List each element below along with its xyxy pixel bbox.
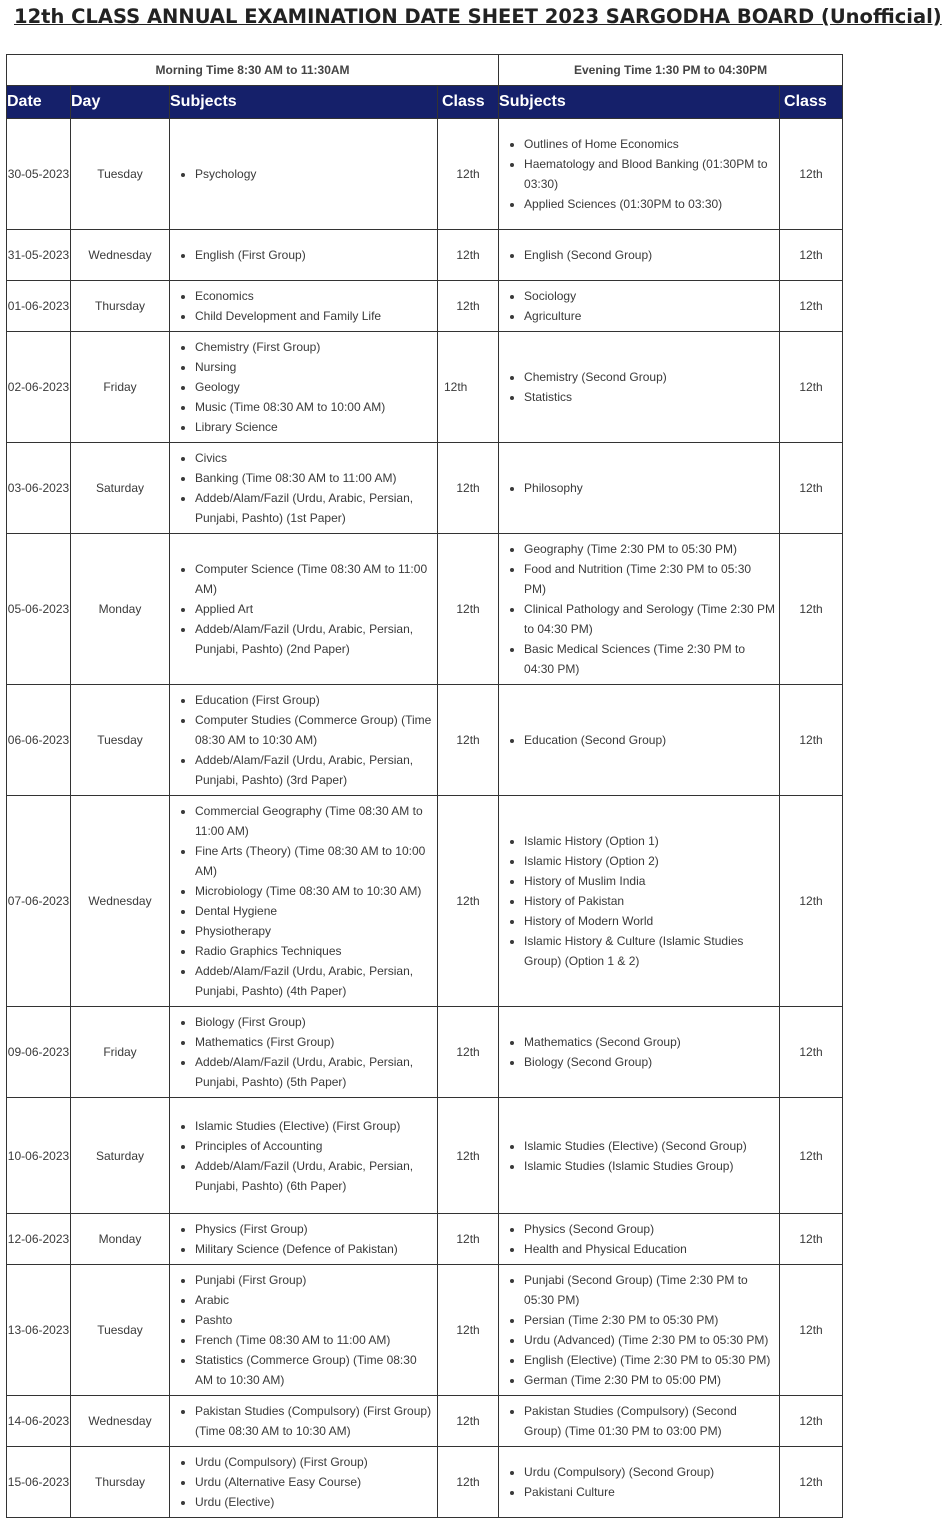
date-header: Date <box>7 86 71 119</box>
subject-item: • Psychology <box>195 164 433 184</box>
evening-subjects-cell <box>499 1396 780 1447</box>
morning-class-cell: 12th <box>438 281 499 332</box>
evening-class-cell: 12th <box>780 796 843 1007</box>
morning-subjects-cell <box>170 1214 438 1265</box>
subject-item: • Addeb/Alam/Fazil (Urdu, Arabic, Persian, Punjabi, Pashto) (3rd Paper) <box>195 750 433 790</box>
day-cell: Saturday <box>71 1098 170 1214</box>
evening-subjects-cell <box>499 1265 780 1396</box>
date-cell: 13-06-2023 <box>7 1265 71 1396</box>
table-row <box>7 1447 843 1518</box>
subject-item: • Pakistani Culture <box>524 1482 775 1502</box>
subject-item: • Haematology and Blood Banking (01:30PM to 03:30) <box>524 154 775 194</box>
subject-item: • English (Elective) (Time 2:30 PM to 05:30 PM) <box>524 1350 775 1370</box>
day-cell: Thursday <box>71 1447 170 1518</box>
subject-item: • Addeb/Alam/Fazil (Urdu, Arabic, Persian, Punjabi, Pashto) (5th Paper) <box>195 1052 433 1092</box>
subject-item: • Addeb/Alam/Fazil (Urdu, Arabic, Persian, Punjabi, Pashto) (2nd Paper) <box>195 619 433 659</box>
subject-list <box>170 1012 437 1092</box>
evening-class-cell: 12th <box>780 230 843 281</box>
date-cell: 05-06-2023 <box>7 534 71 685</box>
evening-class-cell: 12th <box>780 1007 843 1098</box>
subject-item: • Persian (Time 2:30 PM to 05:30 PM) <box>524 1310 775 1330</box>
morning-subjects-cell <box>170 332 438 443</box>
subject-item: • Dental Hygiene <box>195 901 433 921</box>
subject-item: • Punjabi (First Group) <box>195 1270 433 1290</box>
subject-item: • Health and Physical Education <box>524 1239 775 1259</box>
subject-list <box>499 245 779 265</box>
subject-item: • Addeb/Alam/Fazil (Urdu, Arabic, Persian, Punjabi, Pashto) (6th Paper) <box>195 1156 433 1196</box>
subject-list <box>499 539 779 679</box>
table-row <box>7 534 843 685</box>
morning-time-label: Morning Time 8:30 AM to 11:30AM <box>7 55 499 86</box>
subject-list <box>170 559 437 659</box>
table-row <box>7 443 843 534</box>
morning-class-cell: 12th <box>438 119 499 230</box>
subject-item: • German (Time 2:30 PM to 05:00 PM) <box>524 1370 775 1390</box>
morning-subjects-header: Subjects <box>170 86 438 119</box>
evening-class-cell: 12th <box>780 119 843 230</box>
subject-item: • Statistics (Commerce Group) (Time 08:30 AM to 10:30 AM) <box>195 1350 433 1390</box>
day-cell: Saturday <box>71 443 170 534</box>
morning-subjects-cell <box>170 230 438 281</box>
subject-item: • Biology (First Group) <box>195 1012 433 1032</box>
evening-class-cell: 12th <box>780 281 843 332</box>
table-row <box>7 1396 843 1447</box>
subject-item: • Physics (First Group) <box>195 1219 433 1239</box>
subject-item: • Nursing <box>195 357 433 377</box>
morning-subjects-cell <box>170 1098 438 1214</box>
subject-item: • Philosophy <box>524 478 775 498</box>
subject-item: • Education (First Group) <box>195 690 433 710</box>
subject-item: • Computer Studies (Commerce Group) (Time 08:30 AM to 10:30 AM) <box>195 710 433 750</box>
date-cell: 02-06-2023 <box>7 332 71 443</box>
subject-item: • Child Development and Family Life <box>195 306 433 326</box>
subject-item: • Economics <box>195 286 433 306</box>
subject-item: • Basic Medical Sciences (Time 2:30 PM to 04:30 PM) <box>524 639 775 679</box>
subject-item: • Civics <box>195 448 433 468</box>
evening-class-cell: 12th <box>780 534 843 685</box>
subject-list <box>170 1401 437 1441</box>
morning-subjects-cell <box>170 534 438 685</box>
morning-subjects-cell <box>170 685 438 796</box>
day-header: Day <box>71 86 170 119</box>
subject-list <box>499 134 779 214</box>
morning-class-cell: 12th <box>438 443 499 534</box>
subject-list <box>170 1452 437 1512</box>
subject-list <box>499 831 779 971</box>
subject-item: • History of Modern World <box>524 911 775 931</box>
session-time-row <box>7 55 843 86</box>
subject-item: • Islamic History (Option 2) <box>524 851 775 871</box>
table-row <box>7 1265 843 1396</box>
date-cell: 15-06-2023 <box>7 1447 71 1518</box>
subject-item: • Chemistry (First Group) <box>195 337 433 357</box>
evening-class-cell: 12th <box>780 332 843 443</box>
table-row <box>7 281 843 332</box>
table-row <box>7 1098 843 1214</box>
evening-subjects-cell <box>499 1214 780 1265</box>
subject-list <box>170 245 437 265</box>
evening-subjects-cell <box>499 281 780 332</box>
table-row <box>7 685 843 796</box>
evening-subjects-cell <box>499 119 780 230</box>
subject-item: • Islamic History & Culture (Islamic Studies Group) (Option 1 & 2) <box>524 931 775 971</box>
morning-class-cell: 12th <box>438 534 499 685</box>
evening-class-cell: 12th <box>780 685 843 796</box>
day-cell: Friday <box>71 332 170 443</box>
evening-class-cell: 12th <box>780 443 843 534</box>
morning-class-cell: 12th <box>438 230 499 281</box>
subject-item: • Applied Sciences (01:30PM to 03:30) <box>524 194 775 214</box>
morning-class-cell: 12th <box>438 685 499 796</box>
subject-item: • Outlines of Home Economics <box>524 134 775 154</box>
subject-item: • History of Muslim India <box>524 871 775 891</box>
evening-subjects-cell <box>499 796 780 1007</box>
subject-list <box>499 367 779 407</box>
subject-list <box>499 1032 779 1072</box>
day-cell: Thursday <box>71 281 170 332</box>
subject-item: • Addeb/Alam/Fazil (Urdu, Arabic, Persian, Punjabi, Pashto) (1st Paper) <box>195 488 433 528</box>
evening-subjects-cell <box>499 1007 780 1098</box>
subject-item: • Urdu (Elective) <box>195 1492 433 1512</box>
subject-list <box>170 801 437 1001</box>
column-header-row <box>7 86 843 119</box>
morning-class-header: Class <box>438 86 499 119</box>
morning-class-cell: 12th <box>438 796 499 1007</box>
subject-item: • Urdu (Advanced) (Time 2:30 PM to 05:30 PM) <box>524 1330 775 1350</box>
evening-class-cell: 12th <box>780 1265 843 1396</box>
subject-item: • French (Time 08:30 AM to 11:00 AM) <box>195 1330 433 1350</box>
subject-item: • Fine Arts (Theory) (Time 08:30 AM to 10:00 AM) <box>195 841 433 881</box>
subject-item: • Islamic Studies (Islamic Studies Group) <box>524 1156 775 1176</box>
date-cell: 10-06-2023 <box>7 1098 71 1214</box>
subject-item: • Geology <box>195 377 433 397</box>
subject-item: • Mathematics (Second Group) <box>524 1032 775 1052</box>
date-cell: 31-05-2023 <box>7 230 71 281</box>
evening-time-label: Evening Time 1:30 PM to 04:30PM <box>499 55 843 86</box>
table-row <box>7 796 843 1007</box>
morning-subjects-cell <box>170 1007 438 1098</box>
subject-item: • Islamic History (Option 1) <box>524 831 775 851</box>
evening-subjects-cell <box>499 332 780 443</box>
subject-item: • Statistics <box>524 387 775 407</box>
subject-list <box>170 286 437 326</box>
morning-class-cell: 12th <box>438 1214 499 1265</box>
morning-class-cell: 12th <box>438 1007 499 1098</box>
subject-list <box>499 1462 779 1502</box>
subject-list <box>170 1116 437 1196</box>
morning-subjects-cell <box>170 281 438 332</box>
morning-subjects-cell <box>170 443 438 534</box>
subject-item: • Islamic Studies (Elective) (First Group) <box>195 1116 433 1136</box>
date-cell: 09-06-2023 <box>7 1007 71 1098</box>
subject-list <box>499 478 779 498</box>
table-row <box>7 1214 843 1265</box>
subject-list <box>499 286 779 326</box>
evening-subjects-cell <box>499 534 780 685</box>
evening-class-cell: 12th <box>780 1396 843 1447</box>
date-cell: 07-06-2023 <box>7 796 71 1007</box>
date-sheet-table <box>6 54 843 1518</box>
morning-subjects-cell <box>170 1447 438 1518</box>
evening-subjects-cell <box>499 685 780 796</box>
subject-list <box>170 1270 437 1390</box>
day-cell: Tuesday <box>71 685 170 796</box>
morning-class-cell: 12th <box>438 332 499 443</box>
subject-list <box>499 1270 779 1390</box>
evening-subjects-cell <box>499 1447 780 1518</box>
subject-item: • Agriculture <box>524 306 775 326</box>
evening-subjects-cell <box>499 230 780 281</box>
subject-item: • Chemistry (Second Group) <box>524 367 775 387</box>
subject-item: • Pakistan Studies (Compulsory) (First Group) (Time 08:30 AM to 10:30 AM) <box>195 1401 433 1441</box>
morning-subjects-cell <box>170 796 438 1007</box>
subject-item: • Physics (Second Group) <box>524 1219 775 1239</box>
evening-subjects-cell <box>499 443 780 534</box>
subject-list <box>170 690 437 790</box>
morning-subjects-cell <box>170 1265 438 1396</box>
evening-subjects-header: Subjects <box>499 86 780 119</box>
subject-item: • Principles of Accounting <box>195 1136 433 1156</box>
subject-list <box>499 1401 779 1441</box>
subject-item: • Music (Time 08:30 AM to 10:00 AM) <box>195 397 433 417</box>
date-cell: 30-05-2023 <box>7 119 71 230</box>
subject-item: • Biology (Second Group) <box>524 1052 775 1072</box>
table-row <box>7 119 843 230</box>
subject-item: • Pashto <box>195 1310 433 1330</box>
subject-item: • History of Pakistan <box>524 891 775 911</box>
subject-item: • Sociology <box>524 286 775 306</box>
subject-item: • Urdu (Compulsory) (Second Group) <box>524 1462 775 1482</box>
morning-subjects-cell <box>170 1396 438 1447</box>
subject-list <box>170 337 437 437</box>
page-title: 12th CLASS ANNUAL EXAMINATION DATE SHEET 2023 SARGODHA BOARD (Unofficial) <box>14 5 942 28</box>
day-cell: Tuesday <box>71 119 170 230</box>
subject-item: • Geography (Time 2:30 PM to 05:30 PM) <box>524 539 775 559</box>
morning-class-cell: 12th <box>438 1265 499 1396</box>
subject-list <box>499 1219 779 1259</box>
date-cell: 03-06-2023 <box>7 443 71 534</box>
day-cell: Monday <box>71 534 170 685</box>
subject-item: • English (First Group) <box>195 245 433 265</box>
subject-item: • Pakistan Studies (Compulsory) (Second Group) (Time 01:30 PM to 03:00 PM) <box>524 1401 775 1441</box>
subject-item: • Education (Second Group) <box>524 730 775 750</box>
date-cell: 01-06-2023 <box>7 281 71 332</box>
evening-subjects-cell <box>499 1098 780 1214</box>
evening-class-cell: 12th <box>780 1214 843 1265</box>
day-cell: Monday <box>71 1214 170 1265</box>
subject-item: • Microbiology (Time 08:30 AM to 10:30 AM) <box>195 881 433 901</box>
subject-item: • Banking (Time 08:30 AM to 11:00 AM) <box>195 468 433 488</box>
subject-item: • Food and Nutrition (Time 2:30 PM to 05:30 PM) <box>524 559 775 599</box>
table-row <box>7 1007 843 1098</box>
subject-item: • Arabic <box>195 1290 433 1310</box>
subject-list <box>499 1136 779 1176</box>
date-cell: 14-06-2023 <box>7 1396 71 1447</box>
subject-item: • Urdu (Alternative Easy Course) <box>195 1472 433 1492</box>
subject-item: • Library Science <box>195 417 433 437</box>
subject-item: • Physiotherapy <box>195 921 433 941</box>
subject-item: • Addeb/Alam/Fazil (Urdu, Arabic, Persian, Punjabi, Pashto) (4th Paper) <box>195 961 433 1001</box>
table-row <box>7 332 843 443</box>
date-cell: 06-06-2023 <box>7 685 71 796</box>
day-cell: Wednesday <box>71 1396 170 1447</box>
day-cell: Tuesday <box>71 1265 170 1396</box>
day-cell: Wednesday <box>71 230 170 281</box>
evening-class-header: Class <box>780 86 843 119</box>
morning-class-cell: 12th <box>438 1098 499 1214</box>
subject-item: • Punjabi (Second Group) (Time 2:30 PM to 05:30 PM) <box>524 1270 775 1310</box>
subject-item: • Military Science (Defence of Pakistan) <box>195 1239 433 1259</box>
morning-class-cell: 12th <box>438 1447 499 1518</box>
day-cell: Wednesday <box>71 796 170 1007</box>
subject-list <box>170 448 437 528</box>
subject-item: • Applied Art <box>195 599 433 619</box>
subject-item: • Islamic Studies (Elective) (Second Group) <box>524 1136 775 1156</box>
day-cell: Friday <box>71 1007 170 1098</box>
morning-subjects-cell <box>170 119 438 230</box>
subject-item: • Mathematics (First Group) <box>195 1032 433 1052</box>
subject-item: • English (Second Group) <box>524 245 775 265</box>
subject-item: • Commercial Geography (Time 08:30 AM to 11:00 AM) <box>195 801 433 841</box>
subject-list <box>170 1219 437 1259</box>
subject-item: • Clinical Pathology and Serology (Time 2:30 PM to 04:30 PM) <box>524 599 775 639</box>
date-cell: 12-06-2023 <box>7 1214 71 1265</box>
subject-list <box>170 164 437 184</box>
evening-class-cell: 12th <box>780 1447 843 1518</box>
subject-item: • Computer Science (Time 08:30 AM to 11:00 AM) <box>195 559 433 599</box>
subject-item: • Radio Graphics Techniques <box>195 941 433 961</box>
subject-item: • Urdu (Compulsory) (First Group) <box>195 1452 433 1472</box>
table-row <box>7 230 843 281</box>
morning-class-cell: 12th <box>438 1396 499 1447</box>
evening-class-cell: 12th <box>780 1098 843 1214</box>
subject-list <box>499 730 779 750</box>
